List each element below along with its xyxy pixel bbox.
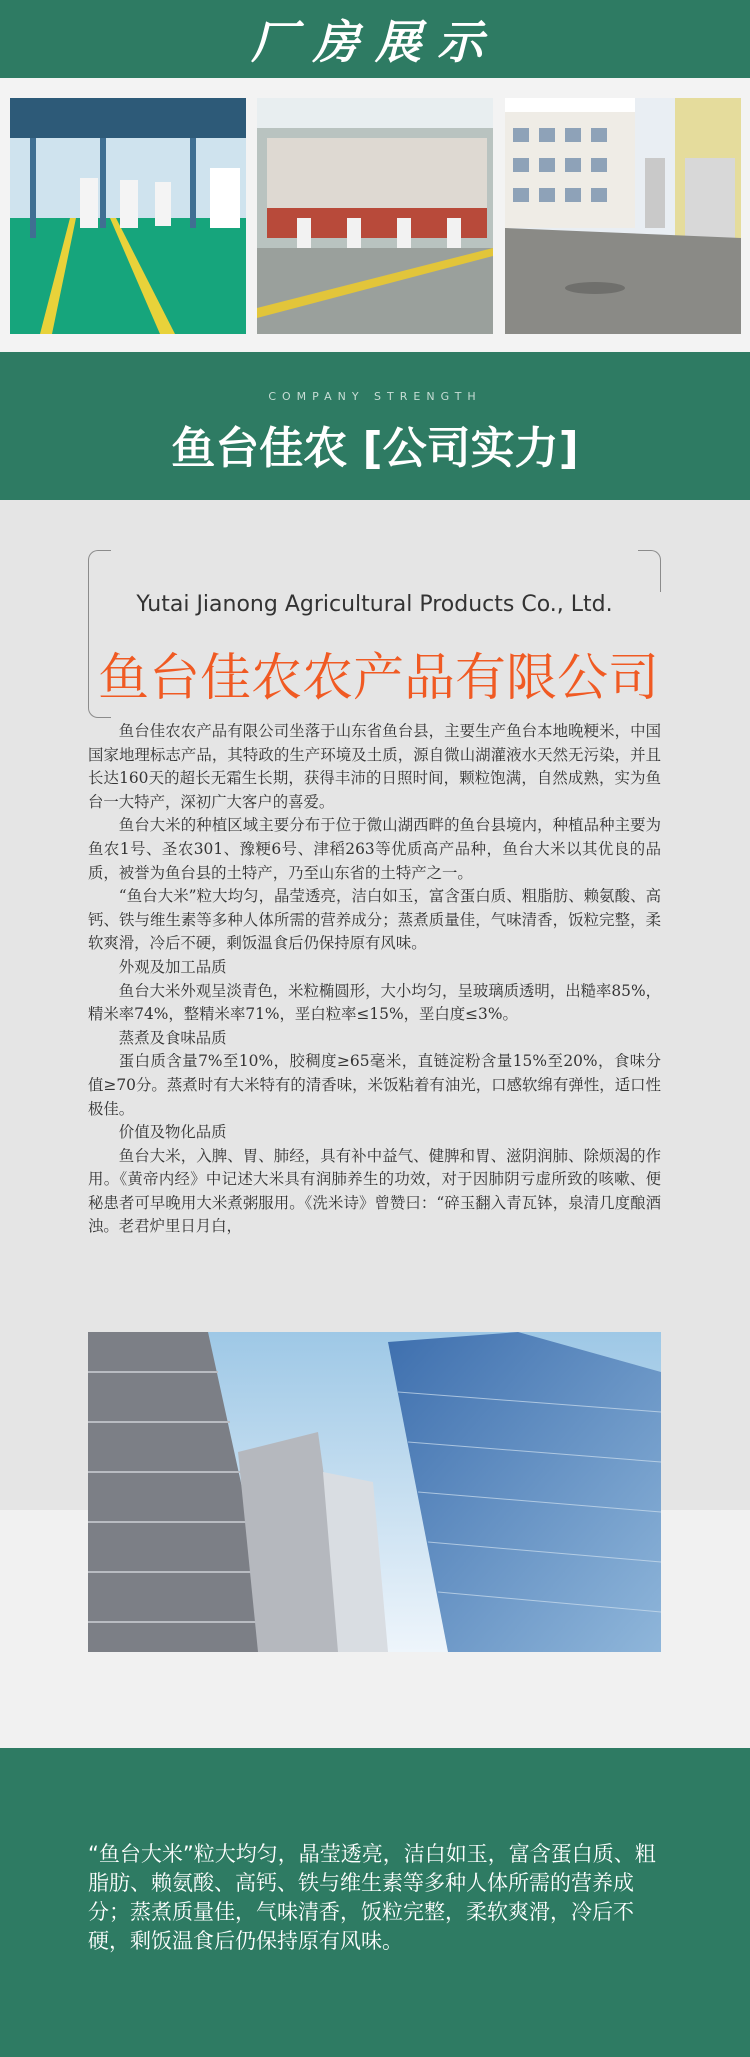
section-heading: 蒸煮及食味品质 [118,1028,227,1047]
factory-gallery [0,78,750,352]
factory-photo-1 [10,98,246,334]
bottom-text: “鱼台大米”粒大均匀，晶莹透亮，洁白如玉，富含蛋白质、粗脂肪、赖氨酸、高钙、铁与维生素等多种人体所需的营养成分；蒸煮质量佳，气味清香，饭粒完整，柔软爽滑，冷后不硬，剩饭温食后仍保持原有风味。 [88,1842,656,1953]
paragraph: 鱼台大米，入脾、胃、肺经，具有补中益气、健脾和胃、滋阴润肺、除烦渴的作用。《黄帝内经》中记述大米具有润肺养生的功效，对于因肺阴亏虚所致的咳嗽、便秘患者可早晚用大米煮粥服用。《洗米诗》曾赞曰：“碎玉翻入青瓦钵，泉清几度酿酒浊。老君炉里日月白， [88,1146,661,1236]
city-photo [88,1332,661,1652]
paragraph: 鱼台大米的种植区域主要分布于位于微山湖西畔的鱼台县境内，种植品种主要为鱼农1号、圣农301、豫粳6号、津稻263等优质高产品种，鱼台大米以其优良的品质，被誉为鱼台县的土特产，乃至山东省的土特产之一。 [88,816,661,882]
company-description [88,720,661,1314]
section-heading: 外观及加工品质 [118,957,227,976]
frame-line [660,572,661,592]
city-buildings-image [88,1332,661,1652]
factory-exterior-image [505,98,741,334]
factory-photo-3 [505,98,741,334]
paragraph: “鱼台大米”粒大均匀，晶莹透亮，洁白如玉，富含蛋白质、粗脂肪、赖氨酸、高钙、铁与维生素等多种人体所需的营养成分；蒸煮质量佳，气味清香，饭粒完整，柔软爽滑，冷后不硬，剩饭温食后仍保持原有风味。 [88,887,661,953]
company-name-frame [88,550,661,718]
frame-corner [88,550,111,573]
paragraph: 蛋白质含量7%至10%，胶稠度≥65毫米，直链淀粉含量15%至20%，食味分值≥70分。蒸煮时有大米特有的清香味，米饭粘着有油光，口感软绵有弹性，适口性极佳。 [88,1052,661,1118]
factory-workshop-image [257,98,493,334]
company-intro-panel [0,500,750,1510]
strength-title: 鱼台佳农 [公司实力] [171,423,579,474]
paragraph: 鱼台佳农农产品有限公司坐落于山东省鱼台县，主要生产鱼台本地晚粳米，中国国家地理标志产品，其特政的生产环境及土质，源自微山湖灌液水天然无污染，并且长达160天的超长无霜生长期，获得丰沛的日照时间，颗粒饱满，自然成熟，实为鱼台一大特产，深初广大客户的喜爱。 [88,722,661,811]
frame-corner [638,550,661,573]
company-name-en: Yutai Jianong Agricultural Products Co., Ltd. [136,592,613,617]
factory-header [0,0,750,78]
bottom-banner [0,1748,750,2057]
factory-interior-image [10,98,246,334]
factory-photo-2 [257,98,493,334]
strength-subtitle: COMPANY STRENGTH [268,390,482,403]
company-name-cn: 鱼台佳农农产品有限公司 [97,649,659,708]
section-heading: 价值及物化品质 [118,1123,227,1142]
paragraph: 鱼台大米外观呈淡青色，米粒椭圆形，大小均匀，呈玻璃质透明，出糙率85%，精米率74%，整精米率71%，垩白粒率≤15%，垩白度≤3%。 [88,981,661,1024]
frame-line [88,572,89,696]
factory-title: 厂房展示 [251,15,499,69]
strength-header [0,352,750,500]
